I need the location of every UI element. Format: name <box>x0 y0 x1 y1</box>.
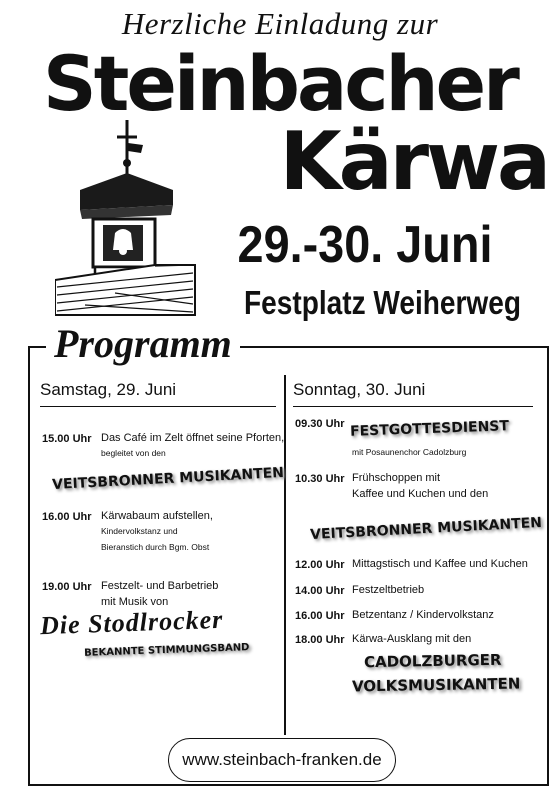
event-title-line2: Kärwa <box>279 115 548 208</box>
program-title: Programm <box>46 320 240 367</box>
sat-time-1: 15.00 Uhr <box>42 433 92 445</box>
event-title-line1: Steinbacher <box>43 39 517 128</box>
sat-text-3b: mit Musik von <box>101 596 169 608</box>
sat-sub-2b: Bieranstich durch Bgm. Obst <box>101 542 210 552</box>
sat-text-2: Kärwabaum aufstellen, <box>101 510 213 522</box>
event-date: 29.-30. Juni <box>237 216 493 274</box>
sun-text-5: Betzentanz / Kindervolkstanz <box>352 609 494 621</box>
saturday-heading: Samstag, 29. Juni <box>40 380 276 407</box>
band-stodlrocker-logo: Die Stodlrocker <box>39 604 224 641</box>
sun-text-3: Mittagstisch und Kaffee und Kuchen <box>352 558 528 570</box>
sun-time-6: 18.00 Uhr <box>295 634 345 646</box>
sun-time-3: 12.00 Uhr <box>295 559 345 571</box>
sat-text-3a: Festzelt- und Barbetrieb <box>101 580 219 592</box>
sun-text-4: Festzeltbetrieb <box>352 584 425 596</box>
sun-text-6: Kärwa-Ausklang mit den <box>352 633 472 645</box>
sun-band-cadolzburger-1-label: CADOLZBURGER <box>363 650 502 672</box>
column-divider <box>284 375 286 735</box>
sat-time-3: 19.00 Uhr <box>42 581 92 593</box>
sat-text-1: Das Café im Zelt öffnet seine Pforten, <box>101 432 285 444</box>
sunday-heading: Sonntag, 30. Juni <box>293 380 533 407</box>
sun-text-2b: Kaffee und Kuchen und den <box>352 488 489 500</box>
website-banner[interactable] <box>168 738 396 782</box>
church-tower-icon <box>55 115 205 320</box>
sun-time-5: 16.00 Uhr <box>295 610 345 622</box>
sun-sub-1: mit Posaunenchor Cadolzburg <box>352 447 467 457</box>
sun-text-2a: Frühschoppen mit <box>352 472 441 484</box>
website-link[interactable]: www.steinbach-franken.de <box>182 750 382 769</box>
sat-sub-2a: Kindervolkstanz und <box>101 526 178 536</box>
sun-band-veitsbronner-label: VEITSBRONNER MUSIKANTEN <box>309 514 543 544</box>
sun-time-1: 09.30 Uhr <box>295 418 345 430</box>
band-stodlrocker-tagline-label: BEKANNTE STIMMUNGSBAND <box>83 642 250 659</box>
event-venue: Festplatz Weiherweg <box>244 284 521 321</box>
invitation-line: Herzliche Einladung zur <box>121 6 439 41</box>
sun-time-2: 10.30 Uhr <box>295 473 345 485</box>
sun-highlight-festgottesdienst-label: FESTGOTTESDIENST <box>349 418 510 440</box>
sat-time-2: 16.00 Uhr <box>42 511 92 523</box>
sat-band-veitsbronner-label: VEITSBRONNER MUSIKANTEN <box>51 464 285 494</box>
sun-band-cadolzburger-2-label: VOLKSMUSIKANTEN <box>351 674 521 696</box>
sat-sub-1: begleitet von den <box>101 448 166 458</box>
sun-time-4: 14.00 Uhr <box>295 585 345 597</box>
sun-band-cadolzburger-1 <box>364 651 502 672</box>
sun-band-cadolzburger-2 <box>352 675 521 697</box>
